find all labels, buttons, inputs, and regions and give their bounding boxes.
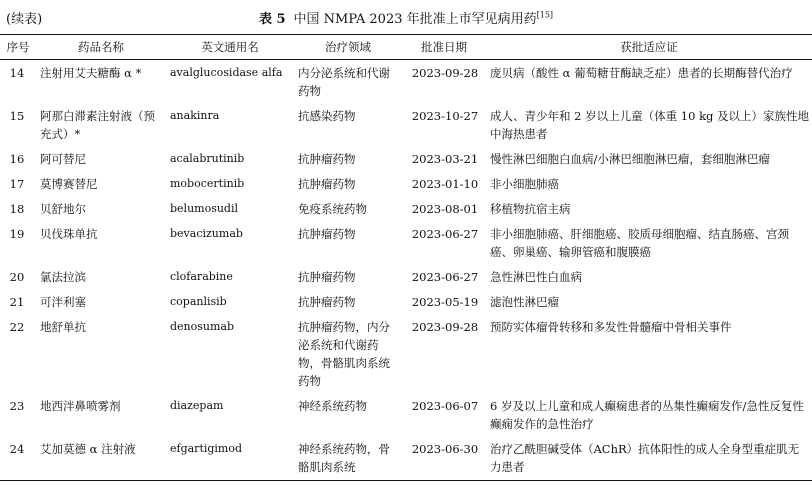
header-drug-name: 药品名称 — [78, 40, 124, 54]
table-row — [0, 221, 812, 264]
header-therapeutic-area: 治疗领域 — [325, 40, 371, 54]
cell-drug-name: 地舒单抗 — [40, 320, 86, 334]
header-no: 序号 — [6, 40, 30, 54]
cell-drug-name: 注射用艾夫糖酶 α * — [40, 66, 142, 80]
cell-indication: 慢性淋巴细胞白血病/小淋巴细胞淋巴瘤，套细胞淋巴瘤 — [490, 152, 770, 166]
cell-no: 24 — [9, 442, 25, 456]
cell-indication: 6 岁及以上儿童和成人癫痫患者的丛集性癫痫发作/急性反复性癫痫发作的急性治疗 — [490, 399, 804, 431]
cell-no: 19 — [9, 227, 25, 241]
cell-drug-name: 艾加莫德 α 注射液 — [40, 442, 136, 456]
cell-no: 23 — [9, 399, 25, 413]
table-title — [0, 8, 812, 27]
cell-drug-name: 莫博赛替尼 — [40, 177, 98, 191]
cell-therapeutic-area: 抗肿瘤药物 — [298, 270, 356, 284]
cell-approval-date: 2023-06-27 — [411, 270, 479, 284]
cell-therapeutic-area: 抗肿瘤药物 — [298, 227, 356, 241]
cell-no: 18 — [9, 202, 25, 216]
cell-indication: 移植物抗宿主病 — [490, 202, 571, 216]
table-row — [0, 60, 812, 104]
cell-english-name: diazepam — [170, 399, 224, 412]
cell-approval-date: 2023-06-27 — [411, 227, 479, 241]
cell-drug-name: 地西泮鼻喷雾剂 — [40, 399, 121, 413]
cell-approval-date: 2023-08-01 — [411, 202, 479, 216]
cell-approval-date: 2023-06-30 — [411, 442, 479, 456]
reference-marker: [15] — [536, 10, 554, 20]
header-english-name: 英文通用名 — [201, 40, 259, 54]
cell-indication: 庞贝病（酸性 α 葡萄糖苷酶缺乏症）患者的长期酶替代治疗 — [490, 66, 793, 80]
cell-drug-name: 贝伐珠单抗 — [40, 227, 98, 241]
table-row — [0, 196, 812, 221]
cell-drug-name: 阿那白滞素注射液（预充式）* — [40, 109, 155, 141]
cell-no: 14 — [9, 66, 25, 80]
cell-approval-date: 2023-05-19 — [411, 295, 479, 309]
cell-no: 17 — [9, 177, 25, 191]
cell-therapeutic-area: 内分泌系统和代谢药物 — [298, 66, 390, 98]
cell-drug-name: 贝舒地尔 — [40, 202, 86, 216]
table-caption — [0, 6, 812, 30]
table-row — [0, 146, 812, 171]
cell-approval-date: 2023-10-27 — [411, 109, 479, 123]
cell-english-name: acalabrutinib — [170, 152, 245, 165]
cell-indication: 预防实体瘤骨转移和多发性骨髓瘤中骨相关事件 — [490, 320, 732, 334]
cell-drug-name: 可泮利塞 — [40, 295, 86, 309]
cell-english-name: anakinra — [170, 109, 220, 122]
table-body — [0, 60, 812, 481]
cell-no: 15 — [9, 109, 25, 123]
cell-english-name: belumosudil — [170, 202, 239, 215]
cell-english-name: avalglucosidase alfa — [170, 66, 283, 79]
cell-indication: 急性淋巴性白血病 — [490, 270, 582, 284]
drug-table — [0, 34, 812, 481]
cell-therapeutic-area: 免疫系统药物 — [298, 202, 367, 216]
table-row — [0, 393, 812, 436]
table-header-row — [0, 35, 812, 60]
cell-therapeutic-area: 神经系统药物 — [298, 399, 367, 413]
cell-drug-name: 氯法拉滨 — [40, 270, 86, 284]
cell-indication: 成人、青少年和 2 岁以上儿童（体重 10 kg 及以上）家族性地中海热患者 — [490, 109, 810, 141]
cell-approval-date: 2023-01-10 — [411, 177, 479, 191]
table-number: 表 5 — [258, 12, 286, 27]
cell-english-name: clofarabine — [170, 270, 233, 283]
cell-english-name: bevacizumab — [170, 227, 243, 240]
header-approval-date: 批准日期 — [421, 40, 467, 54]
cell-therapeutic-area: 抗感染药物 — [298, 109, 356, 123]
table-row — [0, 436, 812, 481]
table-row — [0, 171, 812, 196]
cell-no: 20 — [9, 270, 25, 284]
cell-approval-date: 2023-06-07 — [411, 399, 479, 413]
cell-therapeutic-area: 抗肿瘤药物，内分泌系统和代谢药物，骨骼肌肉系统药物 — [298, 320, 390, 388]
cell-english-name: efgartigimod — [170, 442, 243, 455]
cell-therapeutic-area: 抗肿瘤药物 — [298, 295, 356, 309]
cell-indication: 非小细胞肺癌、肝细胞癌、胶质母细胞瘤、结直肠癌、宫颈癌、卵巢癌、输卵管癌和腹膜癌 — [490, 227, 789, 259]
table-title-text: 中国 NMPA 2023 年批准上市罕见病用药 — [293, 12, 537, 27]
header-indication: 获批适应证 — [620, 40, 678, 54]
cell-therapeutic-area: 神经系统药物，骨骼肌肉系统 — [298, 442, 390, 474]
continued-label: (续表) — [6, 12, 43, 27]
cell-no: 22 — [9, 320, 25, 334]
cell-english-name: denosumab — [170, 320, 235, 333]
cell-english-name: copanlisib — [170, 295, 227, 308]
cell-english-name: mobocertinib — [170, 177, 245, 190]
cell-approval-date: 2023-03-21 — [411, 152, 479, 166]
cell-approval-date: 2023-09-28 — [411, 66, 479, 80]
cell-therapeutic-area: 抗肿瘤药物 — [298, 152, 356, 166]
cell-no: 21 — [9, 295, 25, 309]
cell-drug-name: 阿可替尼 — [40, 152, 86, 166]
cell-therapeutic-area: 抗肿瘤药物 — [298, 177, 356, 191]
cell-no: 16 — [9, 152, 25, 166]
cell-indication: 滤泡性淋巴瘤 — [490, 295, 559, 309]
table-row — [0, 314, 812, 393]
table-row — [0, 289, 812, 314]
table-row — [0, 264, 812, 289]
cell-approval-date: 2023-09-28 — [411, 320, 479, 334]
cell-indication: 非小细胞肺癌 — [490, 177, 559, 191]
table-row — [0, 103, 812, 146]
cell-indication: 治疗乙酰胆碱受体（AChR）抗体阳性的成人全身型重症肌无力患者 — [490, 442, 800, 474]
